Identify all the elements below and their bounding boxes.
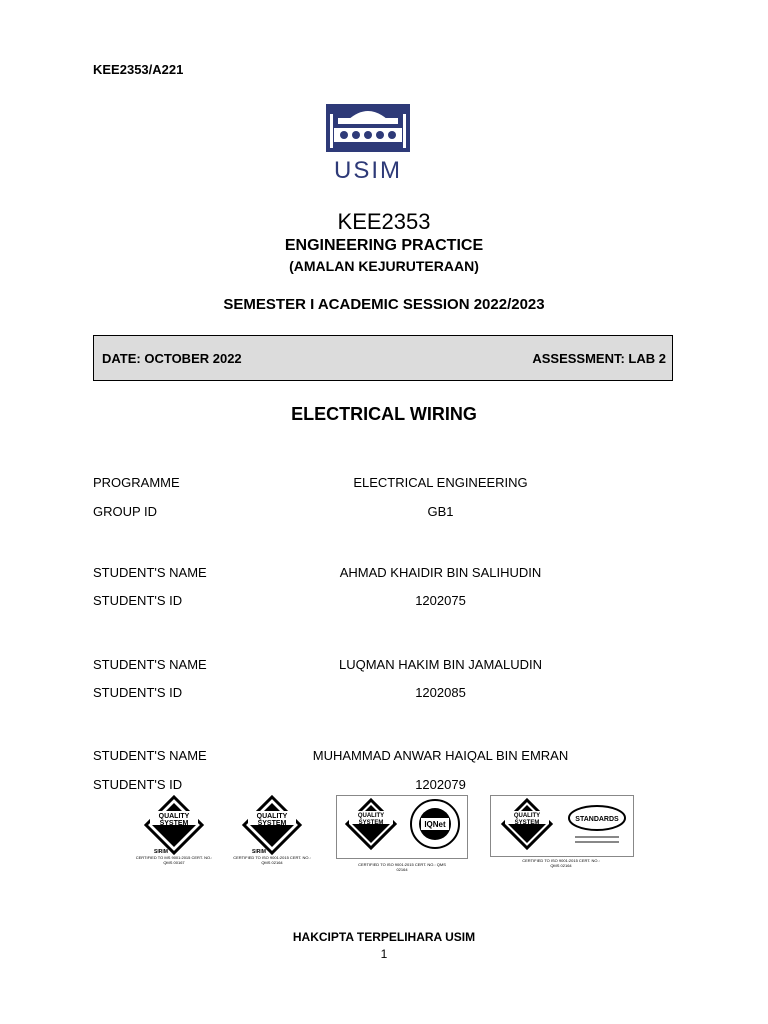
quality-text: QUALITY bbox=[256, 813, 288, 820]
student-2-id-row bbox=[93, 685, 673, 703]
date-label: DATE: OCTOBER 2022 bbox=[102, 351, 242, 366]
course-title: ENGINEERING PRACTICE bbox=[284, 237, 484, 254]
quality-text: QUALITY bbox=[357, 813, 385, 819]
group-row bbox=[93, 504, 673, 522]
student-id-value: 1202075 bbox=[415, 593, 466, 608]
system-text: SYSTEM bbox=[514, 820, 540, 826]
iqnet-cert-logo bbox=[336, 795, 468, 872]
cert-number-4: CERTIFIED TO ISO 9001:2015 CERT. NO.: QMS 02164 bbox=[522, 858, 600, 868]
student-name-label: STUDENT'S NAME bbox=[93, 748, 207, 763]
sirim-text: SIRIM bbox=[154, 849, 168, 855]
page-number: 1 bbox=[380, 947, 388, 961]
student-id-label: STUDENT'S ID bbox=[93, 685, 183, 700]
standards-cert-logo bbox=[490, 795, 634, 868]
sirim-text: SIRIM bbox=[252, 849, 266, 855]
programme-label: PROGRAMME bbox=[93, 475, 180, 490]
programme-row bbox=[93, 475, 673, 493]
cert-number-3: CERTIFIED TO ISO 9001:2015 CERT. NO.: QMS 02164 bbox=[358, 862, 446, 872]
date-assessment-box bbox=[93, 335, 673, 381]
sirim-cert-logo-2 bbox=[232, 795, 312, 875]
course-code: KEE2353 bbox=[337, 209, 431, 234]
copyright-footer: HAKCIPTA TERPELIHARA USIM bbox=[292, 930, 476, 944]
group-value: GB1 bbox=[427, 504, 454, 519]
programme-value: ELECTRICAL ENGINEERING bbox=[353, 475, 528, 490]
quality-text: QUALITY bbox=[513, 813, 541, 819]
semester-session: SEMESTER I ACADEMIC SESSION 2022/2023 bbox=[223, 296, 545, 313]
student-name-label: STUDENT'S NAME bbox=[93, 565, 207, 580]
cert-number-1: CERTIFIED TO MS 9001:2015 CERT. NO.: QMS 00167 bbox=[135, 855, 213, 865]
logo-text: USIM bbox=[334, 157, 402, 182]
iqnet-text: IQNet bbox=[424, 820, 446, 829]
student-name-label: STUDENT'S NAME bbox=[93, 657, 207, 672]
usim-logo bbox=[318, 100, 418, 182]
student-id-value: 1202085 bbox=[415, 685, 466, 700]
student-name-value: MUHAMMAD ANWAR HAIQAL BIN EMRAN bbox=[312, 748, 569, 763]
lab-title: ELECTRICAL WIRING bbox=[291, 404, 477, 424]
student-name-value: AHMAD KHAIDIR BIN SALIHUDIN bbox=[339, 565, 542, 580]
course-subtitle: (AMALAN KEJURUTERAAN) bbox=[289, 258, 479, 274]
cert-number-2: CERTIFIED TO ISO 9001:2015 CERT. NO.: QMS 02164 bbox=[233, 855, 311, 865]
student-id-value: 1202079 bbox=[415, 777, 466, 792]
student-3-name-row bbox=[93, 748, 673, 766]
system-text: SYSTEM bbox=[159, 820, 189, 827]
group-label: GROUP ID bbox=[93, 504, 158, 519]
system-text: SYSTEM bbox=[358, 820, 384, 826]
student-3-id-row bbox=[93, 777, 673, 795]
standards-text: STANDARDS bbox=[575, 816, 619, 823]
student-name-value: LUQMAN HAKIM BIN JAMALUDIN bbox=[339, 657, 542, 672]
student-id-label: STUDENT'S ID bbox=[93, 593, 183, 608]
document-code: KEE2353/A221 bbox=[93, 62, 184, 77]
sirim-cert-logo-1 bbox=[134, 795, 214, 875]
student-id-label: STUDENT'S ID bbox=[93, 777, 183, 792]
system-text: SYSTEM bbox=[257, 820, 287, 827]
assessment-label: ASSESSMENT: LAB 2 bbox=[532, 351, 666, 366]
student-1-name-row bbox=[93, 565, 673, 583]
quality-text: QUALITY bbox=[158, 813, 190, 820]
student-1-id-row bbox=[93, 593, 673, 611]
student-2-name-row bbox=[93, 657, 673, 675]
